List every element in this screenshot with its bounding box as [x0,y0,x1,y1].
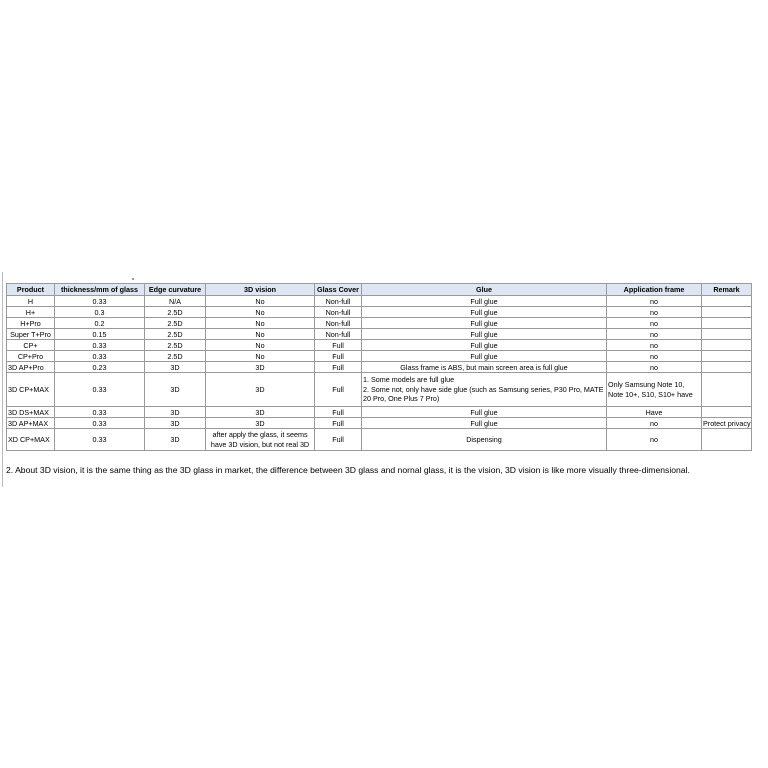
column-header-glue: Glue [362,284,607,296]
glue-cell: Full glue [362,318,607,329]
glue-line: 1. Some models are full glue [363,375,455,385]
3d-vision-cell: 3D [206,418,315,429]
frame-line: Only Samsung Note 10, [608,379,685,389]
glass-cover-cell: Non-full [315,307,362,318]
3d-vision-cell: 3D [206,407,315,418]
application-frame-cell: no [607,307,702,318]
glass-cover-cell: Full [315,340,362,351]
glass-cover-cell: Non-full [315,318,362,329]
product-cell: Super T+Pro [7,329,55,340]
vision-line: have 3D vision, but not real 3D [210,439,310,449]
product-cell: H+Pro [7,318,55,329]
glue-cell: Full glue [362,340,607,351]
remark-cell [702,362,752,373]
glue-line: 2. Some not, only have side glue (such as Samsung series, P30 Pro, MATE [363,384,604,394]
table-row [7,296,752,307]
product-cell: XD CP+MAX [7,429,55,451]
edge-curvature-cell: 2.5D [145,307,206,318]
edge-curvature-cell: 3D [145,407,206,418]
column-header-product: Product [7,284,55,296]
application-frame-cell: no [607,351,702,362]
spec-table-container [6,283,751,451]
table-row [7,418,752,429]
column-header-thickness: thickness/mm of glass [55,284,145,296]
3d-vision-cell: No [206,318,315,329]
footnote-3d-vision: 2. About 3D vision, it is the same thing as the 3D glass in market, the difference between 3D glass and nornal glass, it is the vision, 3D vision is like more visually three-dimensional. [6,465,690,475]
column-header-3d-vision: 3D vision [206,284,315,296]
remark-cell: Protect privacy [703,418,751,428]
3d-vision-cell: No [206,307,315,318]
table-row [7,307,752,318]
remark-cell [702,351,752,362]
3d-vision-cell: No [206,351,315,362]
thickness-cell: 0.2 [55,318,145,329]
thickness-cell: 0.33 [55,340,145,351]
column-header-remark: Remark [702,284,752,296]
remark-cell [702,373,752,407]
application-frame-cell: Have [607,407,702,418]
glass-cover-cell: Full [315,373,362,407]
application-frame-cell: no [607,340,702,351]
glass-cover-cell: Full [315,351,362,362]
thickness-cell: 0.33 [55,407,145,418]
glue-line: 20 Pro, One Plus 7 Pro) [363,394,440,404]
product-cell: 3D DS+MAX [7,407,55,418]
edge-curvature-cell: 2.5D [145,329,206,340]
page-left-border [2,272,3,487]
glue-cell: Glass frame is ABS, but main screen area is full glue [362,362,607,373]
application-frame-cell: no [607,429,702,451]
table-row [7,407,752,418]
application-frame-cell: no [607,362,702,373]
thickness-cell: 0.33 [55,418,145,429]
product-cell: 3D AP+MAX [7,418,55,429]
3d-vision-cell: No [206,329,315,340]
glue-cell: Full glue [362,351,607,362]
thickness-cell: 0.33 [55,429,145,451]
application-frame-cell: no [607,296,702,307]
glue-cell: Full glue [362,329,607,340]
table-row [7,373,752,407]
application-frame-cell: no [607,329,702,340]
column-header-application-frame: Application frame [607,284,702,296]
glue-cell: Full glue [362,307,607,318]
glass-cover-cell: Full [315,362,362,373]
product-cell: 3D CP+MAX [7,373,55,407]
remark-cell [702,307,752,318]
glass-cover-cell: Non-full [315,296,362,307]
column-header-edge-curvature: Edge curvature [145,284,206,296]
3d-vision-cell: 3D [206,362,315,373]
remark-cell [702,329,752,340]
edge-curvature-cell: N/A [145,296,206,307]
remark-cell [702,318,752,329]
glass-cover-cell: Full [315,429,362,451]
product-cell: CP+ [7,340,55,351]
thickness-cell: 0.3 [55,307,145,318]
thickness-cell: 0.33 [55,296,145,307]
edge-curvature-cell: 2.5D [145,351,206,362]
thickness-cell: 0.15 [55,329,145,340]
table-header-row [7,284,752,296]
3d-vision-cell: No [206,296,315,307]
glue-cell: Dispensing [362,429,607,451]
table-row [7,340,752,351]
3d-vision-cell [206,429,315,451]
thickness-cell: 0.33 [55,351,145,362]
product-spec-table [6,283,752,451]
glass-cover-cell: Full [315,418,362,429]
glue-cell: Full glue [362,296,607,307]
edge-curvature-cell: 3D [145,373,206,407]
3d-vision-cell: No [206,340,315,351]
glass-cover-cell: Full [315,407,362,418]
remark-cell [702,429,752,451]
table-row [7,318,752,329]
stray-mark [132,278,134,280]
application-frame-cell: no [607,418,702,429]
product-cell: H+ [7,307,55,318]
application-frame-cell [607,373,702,407]
glue-cell: Full glue [362,407,607,418]
table-row [7,329,752,340]
edge-curvature-cell: 3D [145,362,206,373]
remark-cell [702,407,752,418]
product-cell: CP+Pro [7,351,55,362]
edge-curvature-cell: 3D [145,429,206,451]
glass-cover-cell: Non-full [315,329,362,340]
table-row [7,351,752,362]
3d-vision-cell: 3D [206,373,315,407]
vision-line: after apply the glass, it seems [212,429,308,439]
thickness-cell: 0.23 [55,362,145,373]
edge-curvature-cell: 2.5D [145,318,206,329]
application-frame-cell: no [607,318,702,329]
remark-cell [702,340,752,351]
edge-curvature-cell: 3D [145,418,206,429]
remark-cell [702,296,752,307]
frame-line: Note 10+, S10, S10+ have [608,389,693,399]
glue-cell [362,373,607,407]
product-cell: 3D AP+Pro [7,362,55,373]
column-header-glass-cover: Glass Cover [315,284,362,296]
glue-cell: Full glue [362,418,607,429]
table-row [7,362,752,373]
thickness-cell: 0.33 [55,373,145,407]
product-cell: H [7,296,55,307]
table-row [7,429,752,451]
edge-curvature-cell: 2.5D [145,340,206,351]
